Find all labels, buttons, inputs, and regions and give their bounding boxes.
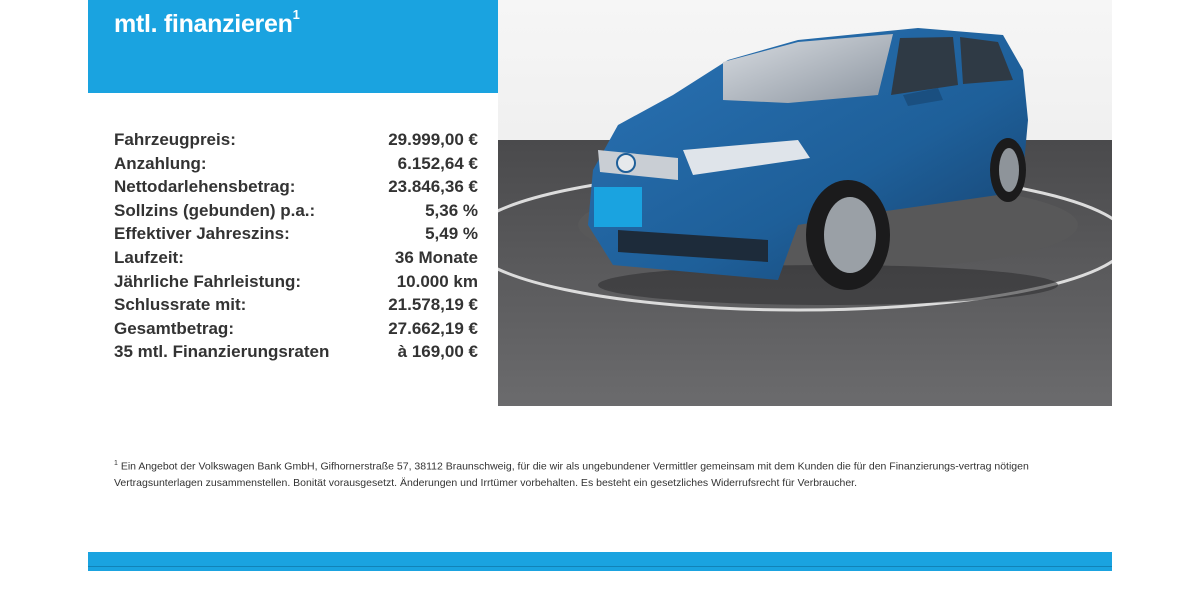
spec-value: 5,36 %: [425, 200, 478, 220]
vw-logo-icon: [617, 154, 635, 172]
spec-row: [114, 152, 478, 176]
spec-row: [114, 293, 478, 317]
spec-value: à 169,00 €: [397, 342, 478, 362]
spec-row: [114, 270, 478, 294]
license-plate: [594, 187, 642, 227]
spec-value: 6.152,64 €: [397, 153, 478, 173]
spec-label: Schlussrate mit:: [114, 295, 247, 315]
footnote-text: Ein Angebot der Volkswagen Bank GmbH, Gifhornerstraße 57, 38112 Braunschweig, für die wir als ungebundener Vermittler gemeinsam mit dem Kunden die für den Finanzierungs-vertrag nötigen Vertragsunterlagen zusammenstellen. Bonität vorausgesetzt. Änderungen und Irrtümer vorbehalten. Es besteht ein gesetzliches Widerrufsrecht für Verbraucher.: [114, 460, 1029, 489]
front-side-window: [891, 37, 958, 95]
spec-label: 35 mtl. Finanzierungsraten: [114, 342, 330, 362]
title-banner: [88, 0, 498, 93]
spec-label: Gesamtbetrag:: [114, 318, 234, 338]
spec-label: Anzahlung:: [114, 153, 207, 173]
spec-label: Fahrzeugpreis:: [114, 130, 236, 149]
spec-value: 10.000 km: [396, 271, 478, 291]
spec-label: Nettodarlehensbetrag:: [114, 177, 296, 197]
rear-rim: [999, 148, 1019, 192]
spec-value: 23.846,36 €: [388, 177, 478, 197]
spec-row: [114, 246, 478, 270]
banner-title-text: mtl. finanzieren: [114, 10, 293, 38]
footnote-marker: 1: [114, 460, 118, 467]
spec-row: [114, 222, 478, 246]
legal-footnote: [114, 456, 1034, 491]
spec-value: 29.999,00 €: [388, 130, 478, 149]
banner-title: [114, 6, 300, 39]
financing-specs-table: [114, 128, 478, 364]
spec-label: Laufzeit:: [114, 247, 184, 267]
bottom-bar-divider: [88, 566, 1112, 567]
spec-value: 21.578,19 €: [388, 295, 478, 315]
spec-row: [114, 199, 478, 223]
spec-value: 5,49 %: [425, 224, 478, 244]
spec-value: 27.662,19 €: [388, 318, 478, 338]
spec-row: [114, 175, 478, 199]
spec-value: 36 Monate: [394, 247, 478, 267]
spec-row: [114, 340, 478, 364]
spec-row: [114, 128, 478, 152]
spec-row: [114, 317, 478, 341]
spec-label: Effektiver Jahreszins:: [114, 224, 290, 244]
spec-label: Sollzins (gebunden) p.a.:: [114, 200, 316, 220]
spec-label: Jährliche Fahrleistung:: [114, 271, 302, 291]
front-rim: [824, 197, 876, 273]
vehicle-photo: [498, 0, 1112, 406]
footnote-marker: 1: [292, 6, 300, 22]
bottom-accent-bar: [88, 552, 1112, 571]
car-illustration: [498, 0, 1112, 406]
